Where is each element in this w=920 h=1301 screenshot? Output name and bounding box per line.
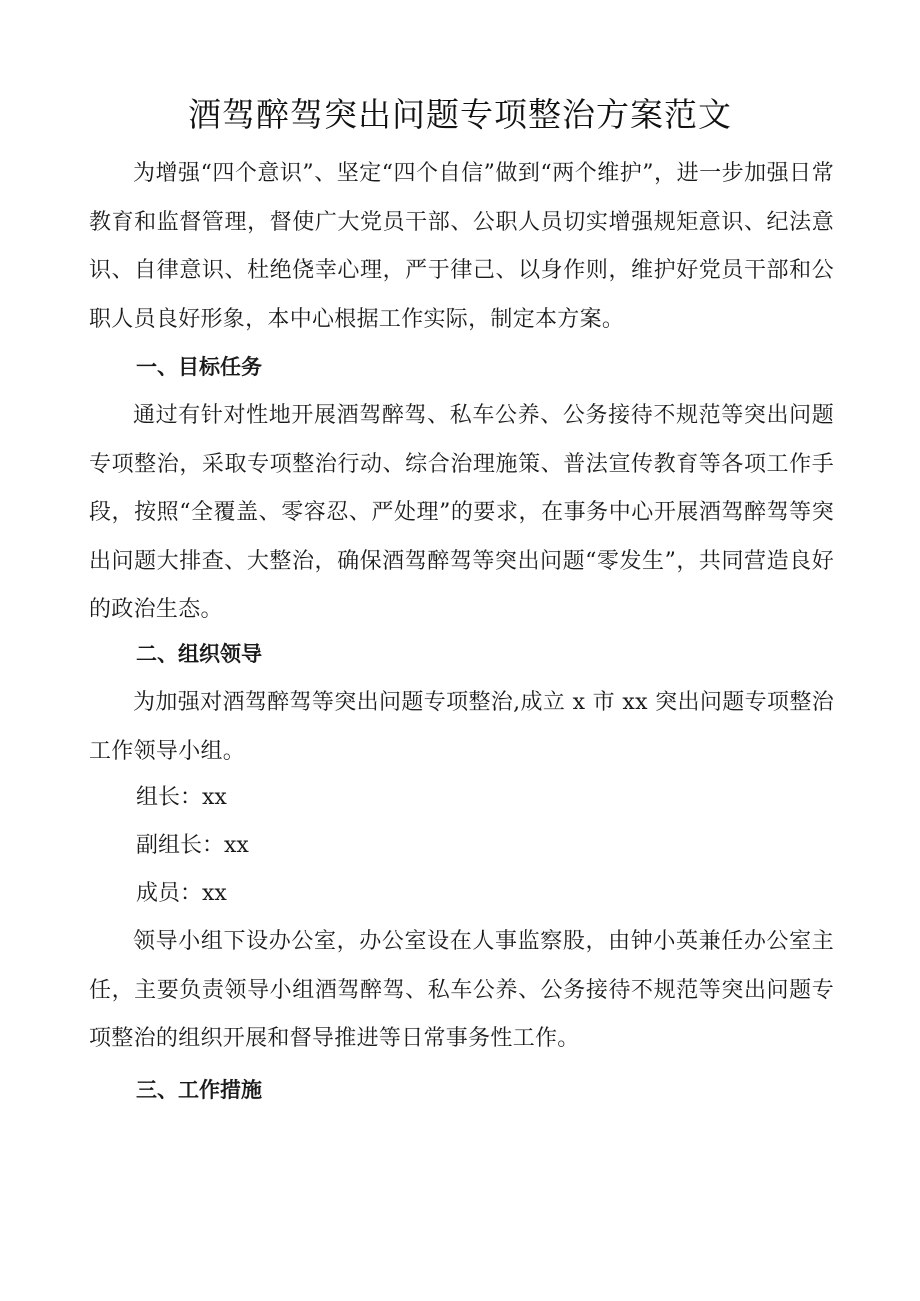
section-heading-goals: 一、目标任务 [136, 355, 262, 379]
section-heading-organization: 二、组织领导 [136, 642, 262, 666]
document-title: 酒驾醉驾突出问题专项整治方案范文 [188, 95, 732, 134]
organization-paragraph: 为加强对酒驾醉驾等突出问题专项整治,成立 x 市 xx 突出问题专项整治工作领导小组。 [89, 690, 834, 764]
section-heading-measures: 三、工作措施 [136, 1078, 262, 1102]
goals-paragraph: 通过有针对性地开展酒驾醉驾、私车公养、公务接待不规范等突出问题专项整治，采取专项整治行动、综合治理施策、普法宣传教育等各项工作手段，按照“全覆盖、零容忍、严处理”的要求，在事务中心开展酒驾醉驾等突出问题大排查、大整治，确保酒驾醉驾等突出问题“零发生”，共同营造良好的政治生态。 [89, 403, 834, 622]
office-paragraph: 领导小组下设办公室，办公室设在人事监察股，由钟小英兼任办公室主任，主要负责领导小组酒驾醉驾、私车公养、公务接待不规范等突出问题专项整治的组织开展和督导推进等日常事务性工作。 [89, 929, 834, 1051]
deputy-leader-line: 副组长：xx [136, 833, 249, 858]
members-line: 成员：xx [136, 881, 227, 906]
intro-paragraph: 为增强“四个意识”、坚定“四个自信”做到“两个维护”，进一步加强日常教育和监督管理，督使广大党员干部、公职人员切实增强规矩意识、纪法意识、自律意识、杜绝侥幸心理，严于律己、以身作则，维护好党员干部和公职人员良好形象，本中心根据工作实际，制定本方案。 [89, 161, 834, 332]
group-leader-line: 组长：xx [136, 785, 227, 810]
